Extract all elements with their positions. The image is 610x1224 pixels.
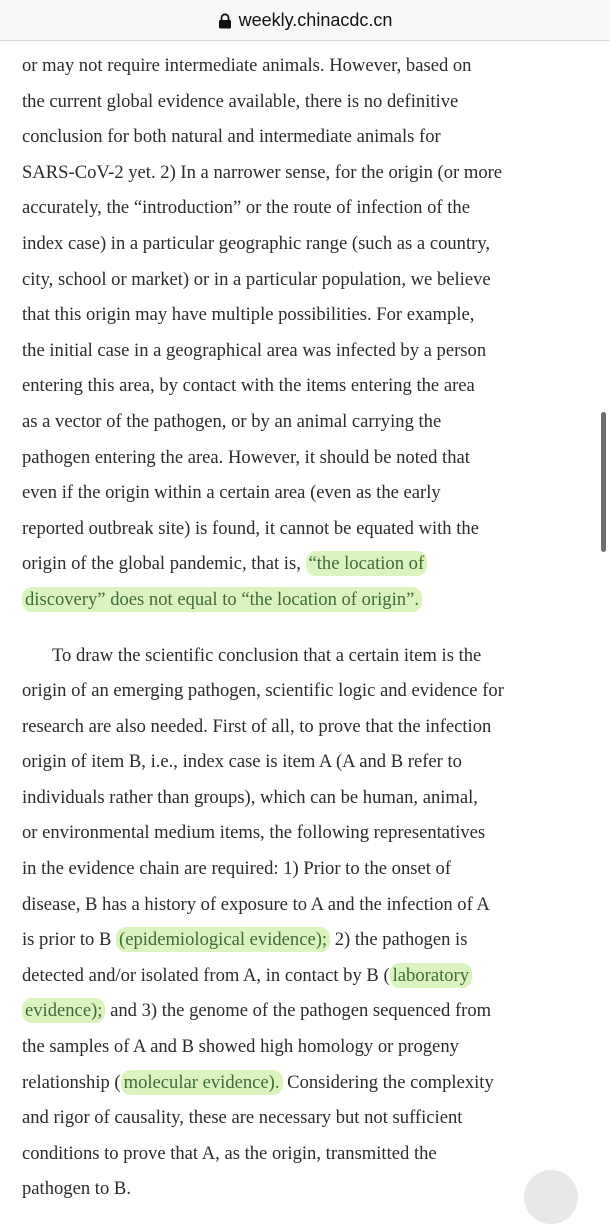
line-text: pathogen entering the area. However, it should be noted that — [22, 447, 470, 468]
text-line — [22, 709, 598, 745]
text-line — [22, 1171, 598, 1207]
line-text: index case) in a particular geographic range (such as a country, — [22, 233, 490, 254]
address-bar[interactable] — [0, 0, 610, 41]
text-line — [22, 744, 598, 780]
line-text: To draw the scientific conclusion that a certain item is the — [52, 645, 481, 666]
text-line — [22, 815, 598, 851]
line-text: or environmental medium items, the following representatives — [22, 822, 485, 843]
text-line — [22, 297, 598, 333]
text-line — [22, 190, 598, 226]
highlighted-text: evidence); — [22, 998, 105, 1023]
line-text: in the evidence chain are required: 1) Prior to the onset of — [22, 858, 451, 879]
line-text: detected and/or isolated from A, in contact by B ( — [22, 965, 390, 986]
line-text: the current global evidence available, there is no definitive — [22, 91, 458, 112]
line-text: origin of an emerging pathogen, scientific logic and evidence for — [22, 680, 504, 701]
line-text: is prior to B — [22, 929, 116, 950]
line-text: relationship ( — [22, 1072, 121, 1093]
line-text: as a vector of the pathogen, or by an animal carrying the — [22, 411, 441, 432]
line-text: origin of the global pandemic, that is, — [22, 553, 306, 574]
line-text: SARS-CoV-2 yet. 2) In a narrower sense, for the origin (or more — [22, 162, 502, 183]
paragraph — [22, 638, 598, 1208]
text-line — [22, 993, 598, 1029]
text-line — [22, 48, 598, 84]
article-body — [22, 48, 598, 1207]
text-line — [22, 780, 598, 816]
text-line — [22, 638, 598, 674]
line-text: research are also needed. First of all, to prove that the infection — [22, 716, 491, 737]
text-line — [22, 582, 598, 618]
text-line — [22, 1100, 598, 1136]
text-line — [22, 368, 598, 404]
text-line — [22, 84, 598, 120]
line-text: reported outbreak site) is found, it cannot be equated with the — [22, 518, 479, 539]
scrollbar[interactable] — [601, 412, 606, 552]
text-line — [22, 1136, 598, 1172]
paragraph — [22, 48, 598, 618]
line-text: even if the origin within a certain area (even as the early — [22, 482, 441, 503]
line-text: origin of item B, i.e., index case is item A (A and B refer to — [22, 751, 462, 772]
line-text: the initial case in a geographical area was infected by a person — [22, 340, 486, 361]
line-text: the samples of A and B showed high homology or progeny — [22, 1036, 459, 1057]
highlighted-text: discovery” does not equal to “the location of origin”. — [22, 587, 422, 612]
text-line — [22, 226, 598, 262]
text-line — [22, 958, 598, 994]
line-text: entering this area, by contact with the items entering the area — [22, 375, 475, 396]
text-line — [22, 1065, 598, 1101]
line-text: accurately, the “introduction” or the route of infection of the — [22, 197, 470, 218]
highlighted-text: laboratory — [390, 963, 472, 988]
floating-button[interactable] — [524, 1170, 578, 1224]
text-line — [22, 851, 598, 887]
line-text: city, school or market) or in a particular population, we believe — [22, 269, 491, 290]
line-text: conditions to prove that A, as the origin, transmitted the — [22, 1143, 437, 1164]
text-line — [22, 262, 598, 298]
text-line — [22, 475, 598, 511]
line-text: disease, B has a history of exposure to A and the infection of A — [22, 894, 490, 915]
text-line — [22, 546, 598, 582]
lock-icon — [218, 13, 232, 29]
text-line — [22, 440, 598, 476]
url-text: weekly.chinacdc.cn — [239, 10, 393, 31]
text-line — [22, 511, 598, 547]
text-line — [22, 673, 598, 709]
text-line — [22, 1029, 598, 1065]
highlighted-text: molecular evidence). — [121, 1070, 283, 1095]
line-text: conclusion for both natural and intermediate animals for — [22, 126, 441, 147]
highlighted-text: “the location of — [306, 551, 428, 576]
line-text: that this origin may have multiple possibilities. For example, — [22, 304, 474, 325]
line-text: or may not require intermediate animals. However, based on — [22, 55, 471, 76]
text-line — [22, 333, 598, 369]
line-text-after: and 3) the genome of the pathogen sequenced from — [105, 1000, 491, 1021]
text-line — [22, 155, 598, 191]
line-text-after: Considering the complexity — [283, 1072, 494, 1093]
line-text: pathogen to B. — [22, 1178, 131, 1199]
text-line — [22, 922, 598, 958]
text-line — [22, 404, 598, 440]
highlighted-text: (epidemiological evidence); — [116, 927, 330, 952]
text-line — [22, 119, 598, 155]
line-text: individuals rather than groups), which can be human, animal, — [22, 787, 478, 808]
line-text: and rigor of causality, these are necessary but not sufficient — [22, 1107, 462, 1128]
line-text-after: 2) the pathogen is — [330, 929, 467, 950]
text-line — [22, 887, 598, 923]
